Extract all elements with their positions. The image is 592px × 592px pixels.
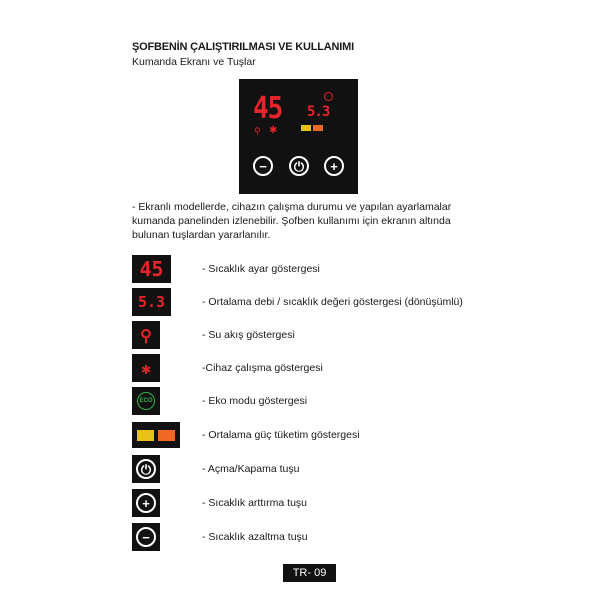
flow-display-icon: 5.3 — [132, 288, 171, 316]
plus-button-icon: + — [324, 156, 344, 176]
legend-row-eco — [132, 387, 308, 415]
power-button-icon: ⏻ — [289, 156, 309, 176]
legend-label: - Sıcaklık arttırma tuşu — [202, 497, 308, 509]
legend-row-water-flow — [132, 321, 295, 349]
power-icon: ⏻ — [132, 455, 160, 483]
legend-label: - Sıcaklık azaltma tuşu — [202, 531, 308, 543]
temperature-display: 45 — [253, 91, 283, 127]
legend-label: - Açma/Kapama tuşu — [202, 463, 300, 475]
legend-row-power-button — [132, 455, 300, 483]
power-bar-orange — [313, 125, 323, 131]
eco-icon: ECO — [132, 387, 160, 415]
legend-row-flow — [132, 288, 463, 316]
legend-row-temperature — [132, 255, 320, 283]
control-panel-image — [239, 79, 358, 194]
minus-icon: − — [132, 523, 160, 551]
legend-label: - Ortalama debi / sıcaklık değeri göstergesi (dönüşümlü) — [202, 296, 463, 308]
legend-row-plus-button — [132, 489, 308, 517]
legend-row-minus-button — [132, 523, 308, 551]
plus-icon: + — [132, 489, 160, 517]
power-bars-icon — [132, 422, 180, 448]
legend-label: - Sıcaklık ayar göstergesi — [202, 263, 320, 275]
page-subtitle: Kumanda Ekranı ve Tuşlar — [132, 56, 256, 68]
eco-indicator-icon — [324, 92, 333, 101]
flow-display: 5.3 — [307, 104, 330, 120]
fan-icon: ✱ — [269, 125, 278, 136]
legend-label: -Cihaz çalışma göstergesi — [202, 362, 323, 374]
water-tap-icon: ⚲ — [132, 321, 160, 349]
legend-label: - Ortalama güç tüketim göstergesi — [202, 429, 360, 441]
minus-button-icon: − — [253, 156, 273, 176]
fan-icon: ✱ — [132, 354, 160, 382]
legend-row-power-consumption — [132, 421, 360, 449]
power-bar-yellow — [301, 125, 311, 131]
legend-row-operation — [132, 354, 323, 382]
legend-label: - Su akış göstergesi — [202, 329, 295, 341]
temperature-display-icon: 45 — [132, 255, 171, 283]
description-paragraph: - Ekranlı modellerde, cihazın çalışma durumu ve yapılan ayarlamalar kumanda panelinden izlenebilir. Şofben kullanımı için ekranın altında bulunan tuşlardan yararlanılır. — [132, 201, 452, 241]
page-title: ŞOFBENİN ÇALIŞTIRILMASI VE KULLANIMI — [132, 41, 354, 53]
page-number-badge: TR- 09 — [283, 564, 336, 582]
legend-label: - Eko modu göstergesi — [202, 395, 308, 407]
water-tap-icon: ⚲ — [254, 126, 261, 136]
